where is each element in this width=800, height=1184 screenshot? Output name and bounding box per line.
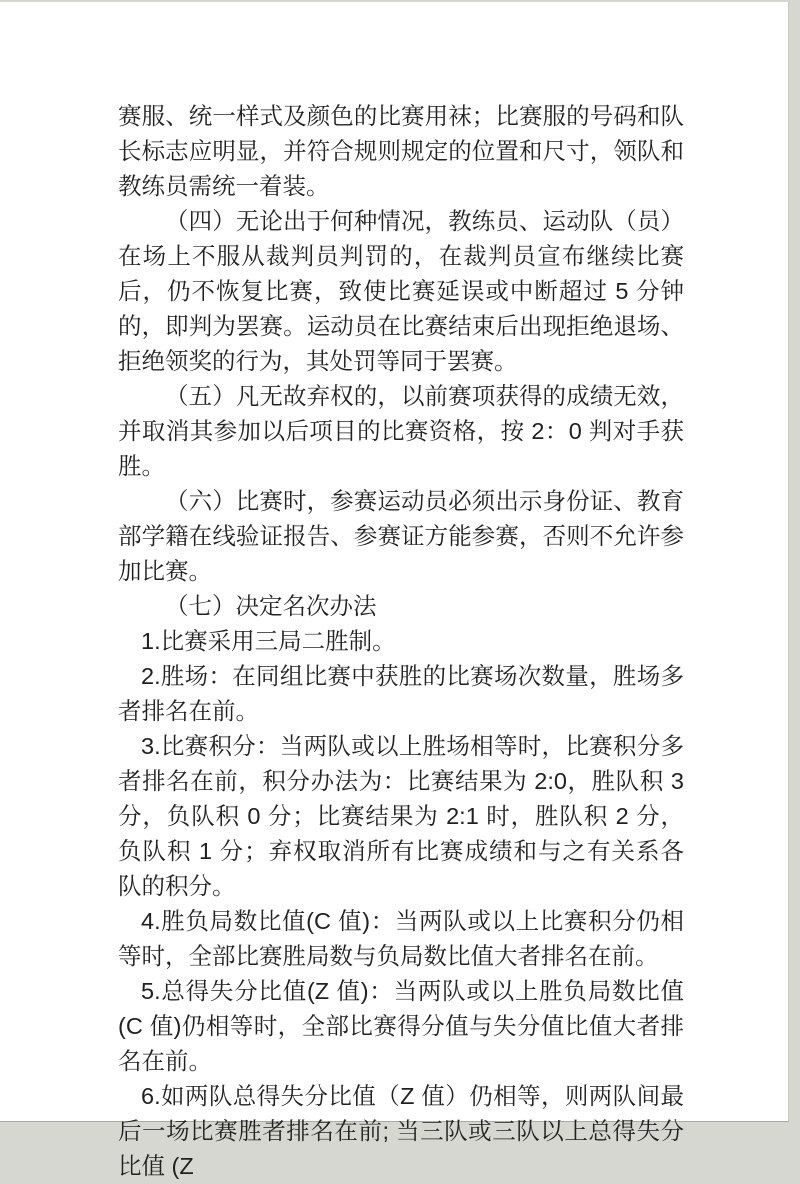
paragraph: （四）无论出于何种情况，教练员、运动队（员）在场上不服从裁判员判罚的，在裁判员宣布继续比赛后，仍不恢复比赛，致使比赛延误或中断超过 5 分钟的，即判为罢赛。运动员在比赛结束后出现拒绝退场、拒绝领奖的行为，其处罚等同于罢赛。: [118, 208, 684, 374]
document-text: [118, 99, 684, 1184]
paragraph: （六）比赛时，参赛运动员必须出示身份证、教育部学籍在线验证报告、参赛证方能参赛，否则不允许参加比赛。: [118, 488, 684, 584]
paragraph: 2.胜场：在同组比赛中获胜的比赛场次数量，胜场多者排名在前。: [118, 663, 684, 724]
paragraph: 赛服、统一样式及颜色的比赛用袜；比赛服的号码和队长标志应明显，并符合规则规定的位置和尺寸，领队和教练员需统一着装。: [118, 103, 684, 199]
paragraph: 1.比赛采用三局二胜制。: [141, 628, 396, 654]
paragraph: 6.如两队总得失分比值（Z 值）仍相等，则两队间最后一场比赛胜者排名在前; 当三队或三队以上总得失分比值 (Z: [118, 1083, 684, 1179]
paragraph: 5.总得失分比值(Z 值)：当两队或以上胜负局数比值(C 值)仍相等时，全部比赛得分值与失分值比值大者排名在前。: [118, 978, 684, 1074]
paragraph: 4.胜负局数比值(C 值)：当两队或以上比赛积分仍相等时，全部比赛胜局数与负局数比值大者排名在前。: [118, 908, 684, 969]
paragraph: （七）决定名次办法: [165, 593, 377, 619]
paragraph: 3.比赛积分：当两队或以上胜场相等时，比赛积分多者排名在前，积分办法为：比赛结果为 2:0，胜队积 3 分，负队积 0 分；比赛结果为 2:1 时，胜队积 2 分，负队积 1 分；弃权取消所有比赛成绩和与之有关系各队的积分。: [118, 733, 684, 899]
paragraph: （五）凡无故弃权的，以前赛项获得的成绩无效，并取消其参加以后项目的比赛资格，按 2：0 判对手获胜。: [118, 383, 684, 479]
document-page: [0, 2, 789, 1179]
